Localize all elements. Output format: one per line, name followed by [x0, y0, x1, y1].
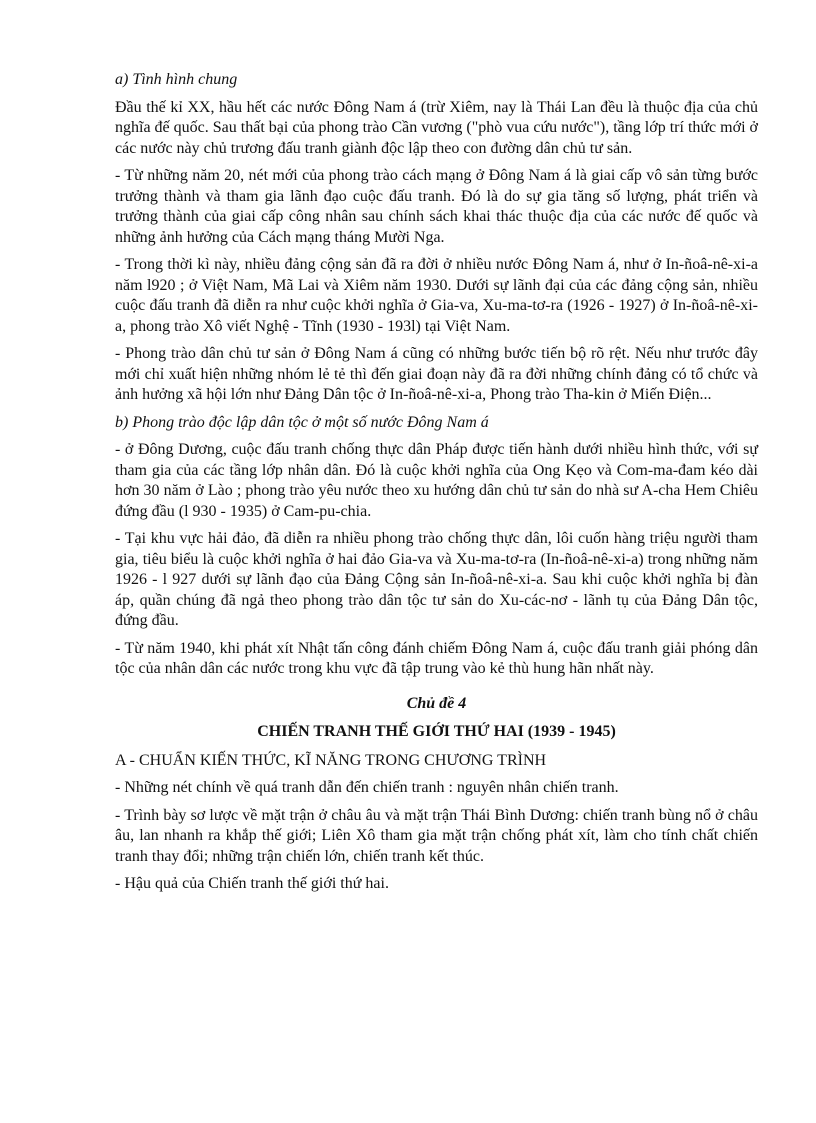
section-b-heading: b) Phong trào độc lập dân tộc ở một số nước Đông Nam á	[115, 413, 489, 431]
paragraph: - Trình bày sơ lược về mặt trận ở châu âu và mặt trận Thái Bình Dương: chiến tranh bùng nổ ở châu âu, lan nhanh ra khắp thế giới; Liên Xô tham gia mặt trận chống phát xít, làm cho tính chất chiến tranh thay đổi; những trận chiến lớn, chiến tranh kết thúc.	[115, 806, 758, 865]
topic-label: Chủ đề 4	[406, 694, 467, 712]
paragraph: - Tại khu vực hải đảo, đã diễn ra nhiều phong trào chống thực dân, lôi cuốn hàng triệu người tham gia, tiêu biểu là cuộc khởi nghĩa ở hai đảo Gia-va và Xu-ma-tơ-ra (In-ñoâ-nê-xi-a) trong những năm 1926 - l 927 dưới sự lãnh đạo của Đảng Cộng sản In-ñoâ-nê-xi-a. Sau khi cuộc khởi nghĩa bị đàn áp, quần chúng đã ngả theo phong trào dân tộc tư sản do Xu-các-nơ - lãnh tụ của Đảng Dân tộc, đứng đầu.	[115, 530, 758, 629]
topic-title: CHIẾN TRANH THẾ GIỚI THỨ HAI (1939 - 1945)	[257, 723, 616, 740]
section-heading-standards: A - CHUẨN KIẾN THỨC, KĨ NĂNG TRONG CHƯƠNG TRÌNH	[115, 751, 547, 769]
paragraph: - Từ những năm 20, nét mới của phong trào cách mạng ở Đông Nam á là giai cấp vô sản từng bước trưởng thành và tham gia lãnh đạo cuộc đấu tranh. Đó là do sự gia tăng số lượng, phát triển và trưởng thành của giai cấp công nhân sau chính sách khai thác thuộc địa của các nước đế quốc và những ảnh hưởng của Cách mạng tháng Mười Nga.	[115, 167, 758, 246]
document-page	[115, 70, 758, 902]
section-a-heading: a) Tình hình chung	[115, 71, 238, 88]
paragraph: - ở Đông Dương, cuộc đấu tranh chống thực dân Pháp được tiến hành dưới nhiều hình thức, với sự tham gia của các tầng lớp nhân dân. Đó là cuộc khởi nghĩa của Ong Kẹo và Com-ma-đam kéo dài hơn 30 năm ở Lào ; phong trào yêu nước theo xu hướng dân chủ tư sản do nhà sư A-cha Hem Chiêu đứng đầu (l 930 - 1935) ở Cam-pu-chia.	[115, 441, 758, 520]
paragraph: - Từ năm 1940, khi phát xít Nhật tấn công đánh chiếm Đông Nam á, cuộc đấu tranh giải phóng dân tộc của nhân dân các nước trong khu vực đã tập trung vào kẻ thù hung hãn nhất này.	[115, 639, 758, 677]
paragraph: - Hậu quả của Chiến tranh thế giới thứ hai.	[115, 875, 389, 892]
paragraph: - Phong trào dân chủ tư sản ở Đông Nam á cũng có những bước tiến bộ rõ rệt. Nếu như trước đây mới chỉ xuất hiện những nhóm lẻ tẻ thì đến giai đoạn này đã ra đời những chính đảng có tổ chức và ảnh hưởng xã hội lớn như Đảng Dân tộc ở In-ñoâ-nê-xi-a, Phong trào Tha-kin ở Miến Điện...	[115, 345, 758, 403]
paragraph: - Những nét chính về quá tranh dẫn đến chiến tranh : nguyên nhân chiến tranh.	[115, 779, 619, 796]
paragraph: Đầu thế kỉ XX, hầu hết các nước Đông Nam á (trừ Xiêm, nay là Thái Lan đều là thuộc địa của chủ nghĩa đế quốc. Sau thất bại của phong trào Cần vương ("phò vua cứu nước"), tầng lớp trí thức mới ở các nước này chủ trương đấu tranh giành độc lập theo con đường dân chủ tư sản.	[115, 98, 758, 157]
paragraph: - Trong thời kì này, nhiều đảng cộng sản đã ra đời ở nhiều nước Đông Nam á, như ở In-ñoâ-nê-xi-a năm l920 ; ở Việt Nam, Mã Lai và Xiêm năm 1930. Dưới sự lãnh đại của các đảng cộng sản, nhiều cuộc đấu tranh đã diễn ra như cuộc khởi nghĩa ở Gia-va, Xu-ma-tơ-ra (1926 - 1927) ở In-ñoâ-nê-xi-a, phong trào Xô viết Nghệ - Tĩnh (1930 - 193l) tại Việt Nam.	[115, 256, 758, 335]
